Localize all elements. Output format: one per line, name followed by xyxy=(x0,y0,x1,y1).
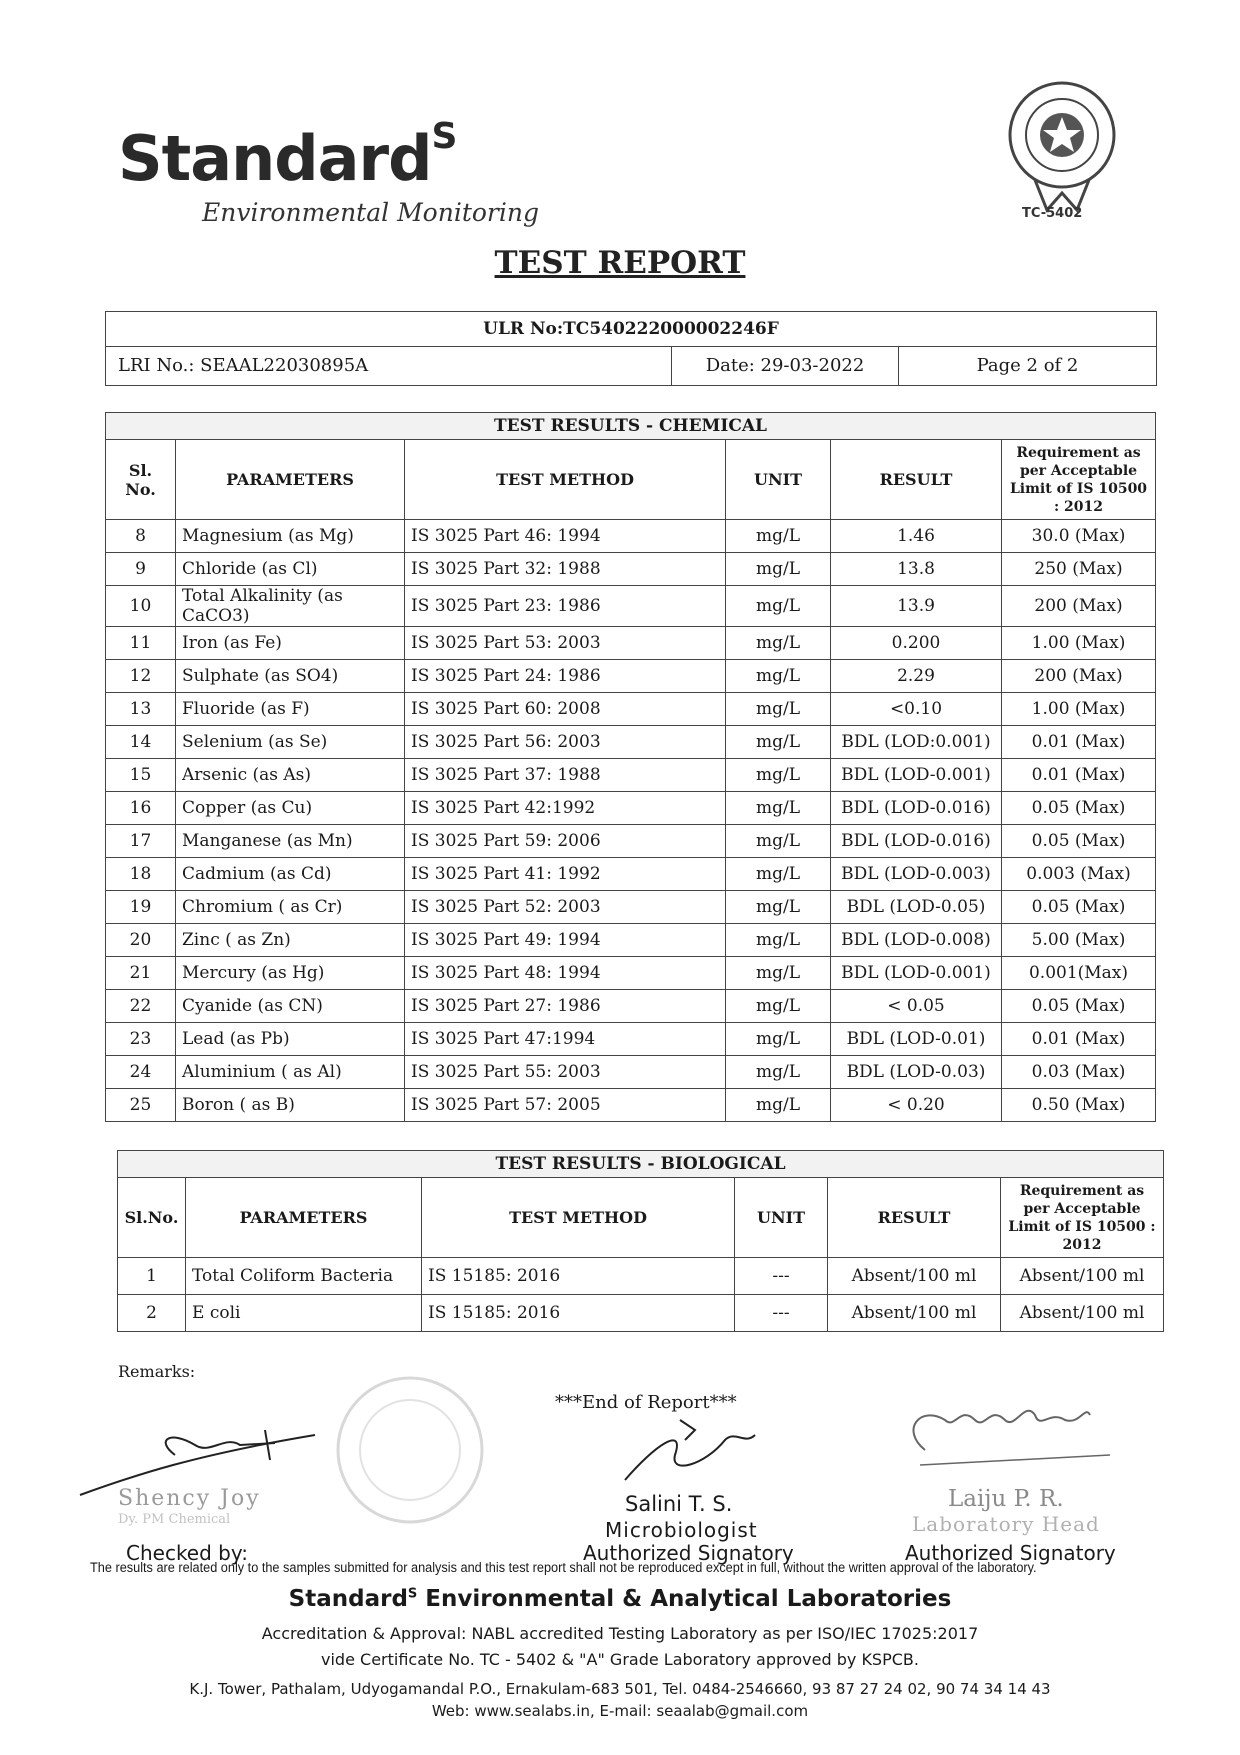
cell-sl: 1 xyxy=(118,1258,186,1295)
table-row xyxy=(118,1258,1164,1295)
cell-parameter: Iron (as Fe) xyxy=(176,627,405,660)
cell-sl: 8 xyxy=(106,520,176,553)
cell-sl: 20 xyxy=(106,924,176,957)
remarks-label: Remarks: xyxy=(118,1362,196,1381)
cell-parameter: Sulphate (as SO4) xyxy=(176,660,405,693)
col-requirement: Requirement as per Acceptable Limit of IS 10500 : 2012 xyxy=(1002,440,1156,520)
report-date: Date: 29-03-2022 xyxy=(672,347,899,385)
table-row xyxy=(106,1023,1156,1056)
table-row xyxy=(106,825,1156,858)
ulr-number: ULR No:TC540222000002246F xyxy=(106,312,1156,347)
cell-result: BDL (LOD-0.03) xyxy=(831,1056,1002,1089)
cell-method: IS 3025 Part 42:1992 xyxy=(405,792,726,825)
table-row xyxy=(106,1056,1156,1089)
cell-unit: mg/L xyxy=(726,924,831,957)
table-row xyxy=(106,891,1156,924)
cell-unit: mg/L xyxy=(726,957,831,990)
cell-result: Absent/100 ml xyxy=(828,1258,1001,1295)
cell-method: IS 3025 Part 52: 2003 xyxy=(405,891,726,924)
cell-limit: 0.05 (Max) xyxy=(1002,990,1156,1023)
cell-sl: 14 xyxy=(106,726,176,759)
cell-sl: 13 xyxy=(106,693,176,726)
col-unit: UNIT xyxy=(726,440,831,520)
cell-sl: 19 xyxy=(106,891,176,924)
cell-parameter: Selenium (as Se) xyxy=(176,726,405,759)
lab-name xyxy=(0,1586,1240,1612)
table-row xyxy=(106,586,1156,627)
lri-number: LRI No.: SEAAL22030895A xyxy=(106,347,672,385)
cell-unit: mg/L xyxy=(726,726,831,759)
cell-method: IS 3025 Part 46: 1994 xyxy=(405,520,726,553)
cell-unit: mg/L xyxy=(726,520,831,553)
cell-limit: 0.05 (Max) xyxy=(1002,891,1156,924)
cell-parameter: Copper (as Cu) xyxy=(176,792,405,825)
cell-method: IS 3025 Part 48: 1994 xyxy=(405,957,726,990)
table-row xyxy=(106,858,1156,891)
table-row xyxy=(118,1295,1164,1332)
cell-limit: 5.00 (Max) xyxy=(1002,924,1156,957)
cell-method: IS 3025 Part 53: 2003 xyxy=(405,627,726,660)
col-requirement: Requirement as per Acceptable Limit of IS 10500 : 2012 xyxy=(1001,1178,1164,1258)
cell-unit: mg/L xyxy=(726,990,831,1023)
cell-method: IS 3025 Part 47:1994 xyxy=(405,1023,726,1056)
cell-limit: 0.01 (Max) xyxy=(1002,726,1156,759)
cell-parameter: Chloride (as Cl) xyxy=(176,553,405,586)
cell-sl: 12 xyxy=(106,660,176,693)
cell-result: BDL (LOD-0.016) xyxy=(831,792,1002,825)
table-row xyxy=(106,693,1156,726)
cell-parameter: Total Coliform Bacteria xyxy=(186,1258,422,1295)
logo-superscript: S xyxy=(431,116,457,157)
cell-unit: mg/L xyxy=(726,891,831,924)
cell-parameter: Mercury (as Hg) xyxy=(176,957,405,990)
col-unit: UNIT xyxy=(735,1178,828,1258)
col-parameters: PARAMETERS xyxy=(176,440,405,520)
cell-limit: 0.50 (Max) xyxy=(1002,1089,1156,1122)
lab-name-main: Standard xyxy=(288,1586,408,1612)
cell-unit: mg/L xyxy=(726,759,831,792)
col-test-method: TEST METHOD xyxy=(405,440,726,520)
cell-parameter: Lead (as Pb) xyxy=(176,1023,405,1056)
cell-sl: 2 xyxy=(118,1295,186,1332)
cell-result: 13.9 xyxy=(831,586,1002,627)
cell-limit: 30.0 (Max) xyxy=(1002,520,1156,553)
cell-result: 1.46 xyxy=(831,520,1002,553)
cell-parameter: Zinc ( as Zn) xyxy=(176,924,405,957)
chemical-section-title: TEST RESULTS - CHEMICAL xyxy=(106,413,1156,440)
cell-limit: 1.00 (Max) xyxy=(1002,693,1156,726)
cell-result: BDL (LOD-0.001) xyxy=(831,759,1002,792)
cell-method: IS 3025 Part 41: 1992 xyxy=(405,858,726,891)
cell-sl: 23 xyxy=(106,1023,176,1056)
cell-unit: mg/L xyxy=(726,553,831,586)
cell-method: IS 3025 Part 27: 1986 xyxy=(405,990,726,1023)
cell-unit: mg/L xyxy=(726,1056,831,1089)
cell-sl: 25 xyxy=(106,1089,176,1122)
address-line: K.J. Tower, Pathalam, Udyogamandal P.O., Ernakulam-683 501, Tel. 0484-2546660, 93 87 27 24 02, 90 74 34 14 43 xyxy=(189,1680,1051,1698)
table-row xyxy=(106,957,1156,990)
cell-result: <0.10 xyxy=(831,693,1002,726)
cell-method: IS 15185: 2016 xyxy=(422,1295,735,1332)
col-result: RESULT xyxy=(828,1178,1001,1258)
cell-parameter: Manganese (as Mn) xyxy=(176,825,405,858)
cell-method: IS 3025 Part 59: 2006 xyxy=(405,825,726,858)
cell-result: BDL (LOD-0.008) xyxy=(831,924,1002,957)
cell-result: 2.29 xyxy=(831,660,1002,693)
accreditation-seal-icon xyxy=(1005,75,1120,225)
authorized-signatory-right: Authorized Signatory xyxy=(905,1541,1116,1565)
cell-sl: 17 xyxy=(106,825,176,858)
cell-parameter: Cyanide (as CN) xyxy=(176,990,405,1023)
table-row xyxy=(106,520,1156,553)
cell-sl: 11 xyxy=(106,627,176,660)
cell-unit: mg/L xyxy=(726,792,831,825)
signatory-left-name: Shency Joy xyxy=(118,1486,261,1511)
table-row xyxy=(106,660,1156,693)
disclaimer: The results are related only to the samples submitted for analysis and this test report shall not be reproduced except in full, without the written approval of the laboratory. xyxy=(90,1560,1037,1575)
accreditation-line: Accreditation & Approval: NABL accredited Testing Laboratory as per ISO/IEC 17025:2017 xyxy=(261,1624,979,1643)
contact-line: Web: www.sealabs.in, E-mail: seaalab@gmail.com xyxy=(431,1702,809,1720)
cell-result: 13.8 xyxy=(831,553,1002,586)
cell-result: BDL (LOD-0.001) xyxy=(831,957,1002,990)
cell-result: BDL (LOD-0.003) xyxy=(831,858,1002,891)
cell-method: IS 3025 Part 56: 2003 xyxy=(405,726,726,759)
company-logo xyxy=(118,116,457,195)
cell-method: IS 3025 Part 49: 1994 xyxy=(405,924,726,957)
col-test-method: TEST METHOD xyxy=(422,1178,735,1258)
report-header-box xyxy=(105,311,1157,386)
authorized-signatory-middle: Authorized Signatory xyxy=(583,1541,794,1565)
lab-stamp-icon xyxy=(330,1370,490,1530)
cell-limit: Absent/100 ml xyxy=(1001,1258,1164,1295)
cell-method: IS 15185: 2016 xyxy=(422,1258,735,1295)
cell-parameter: Aluminium ( as Al) xyxy=(176,1056,405,1089)
cell-limit: 200 (Max) xyxy=(1002,660,1156,693)
cell-sl: 9 xyxy=(106,553,176,586)
cell-unit: mg/L xyxy=(726,1089,831,1122)
cell-limit: Absent/100 ml xyxy=(1001,1295,1164,1332)
cell-sl: 21 xyxy=(106,957,176,990)
cell-sl: 16 xyxy=(106,792,176,825)
cell-sl: 10 xyxy=(106,586,176,627)
cell-limit: 0.01 (Max) xyxy=(1002,759,1156,792)
biological-results-table xyxy=(117,1150,1164,1332)
cell-sl: 18 xyxy=(106,858,176,891)
biological-section-title: TEST RESULTS - BIOLOGICAL xyxy=(118,1151,1164,1178)
cell-method: IS 3025 Part 32: 1988 xyxy=(405,553,726,586)
cell-limit: 0.003 (Max) xyxy=(1002,858,1156,891)
signatory-right-name: Laiju P. R. xyxy=(948,1486,1064,1512)
cell-unit: mg/L xyxy=(726,627,831,660)
cell-parameter: Arsenic (as As) xyxy=(176,759,405,792)
cell-unit: --- xyxy=(735,1258,828,1295)
cell-result: BDL (LOD-0.016) xyxy=(831,825,1002,858)
cell-limit: 200 (Max) xyxy=(1002,586,1156,627)
cell-result: BDL (LOD-0.01) xyxy=(831,1023,1002,1056)
col-parameters: PARAMETERS xyxy=(186,1178,422,1258)
table-row xyxy=(106,726,1156,759)
cell-result: Absent/100 ml xyxy=(828,1295,1001,1332)
cell-limit: 0.03 (Max) xyxy=(1002,1056,1156,1089)
cell-parameter: Magnesium (as Mg) xyxy=(176,520,405,553)
logo-text: Standard xyxy=(118,122,432,195)
cell-parameter: Cadmium (as Cd) xyxy=(176,858,405,891)
cell-limit: 0.01 (Max) xyxy=(1002,1023,1156,1056)
cell-method: IS 3025 Part 24: 1986 xyxy=(405,660,726,693)
cell-method: IS 3025 Part 60: 2008 xyxy=(405,693,726,726)
signatory-middle-name: Salini T. S. xyxy=(625,1492,733,1516)
cell-sl: 15 xyxy=(106,759,176,792)
cell-result: BDL (LOD-0.05) xyxy=(831,891,1002,924)
cell-parameter: E coli xyxy=(186,1295,422,1332)
signatory-middle-role: Microbiologist xyxy=(605,1518,758,1542)
cell-parameter: Total Alkalinity (as CaCO3) xyxy=(176,586,405,627)
checked-by-label: Checked by: xyxy=(126,1541,248,1565)
signature-right-icon xyxy=(890,1390,1110,1490)
table-row xyxy=(106,759,1156,792)
signatory-right-role: Laboratory Head xyxy=(912,1512,1100,1536)
cell-unit: mg/L xyxy=(726,693,831,726)
signatory-left-role: Dy. PM Chemical xyxy=(118,1512,231,1527)
signature-middle-icon xyxy=(615,1405,765,1495)
cell-parameter: Fluoride (as F) xyxy=(176,693,405,726)
cell-unit: mg/L xyxy=(726,1023,831,1056)
lab-name-rest: Environmental & Analytical Laboratories xyxy=(417,1586,952,1612)
page-number: Page 2 of 2 xyxy=(976,355,1079,376)
cell-unit: mg/L xyxy=(726,586,831,627)
cell-limit: 0.001(Max) xyxy=(1002,957,1156,990)
seal-label: TC-5402 xyxy=(1022,206,1083,221)
cell-limit: 1.00 (Max) xyxy=(1002,627,1156,660)
cell-parameter: Boron ( as B) xyxy=(176,1089,405,1122)
chemical-results-table xyxy=(105,412,1156,1122)
cell-result: BDL (LOD:0.001) xyxy=(831,726,1002,759)
cell-method: IS 3025 Part 57: 2005 xyxy=(405,1089,726,1122)
col-result: RESULT xyxy=(831,440,1002,520)
cell-parameter: Chromium ( as Cr) xyxy=(176,891,405,924)
table-row xyxy=(106,924,1156,957)
table-row xyxy=(106,1089,1156,1122)
cell-unit: mg/L xyxy=(726,858,831,891)
cell-limit: 250 (Max) xyxy=(1002,553,1156,586)
cell-method: IS 3025 Part 37: 1988 xyxy=(405,759,726,792)
cell-limit: 0.05 (Max) xyxy=(1002,825,1156,858)
cell-sl: 24 xyxy=(106,1056,176,1089)
cell-unit: mg/L xyxy=(726,660,831,693)
cell-method: IS 3025 Part 55: 2003 xyxy=(405,1056,726,1089)
cell-result: 0.200 xyxy=(831,627,1002,660)
col-sl-no: Sl. No. xyxy=(106,440,176,520)
logo-tagline: Environmental Monitoring xyxy=(202,198,539,227)
cell-sl: 22 xyxy=(106,990,176,1023)
cell-result: < 0.20 xyxy=(831,1089,1002,1122)
table-row xyxy=(106,990,1156,1023)
certificate-line: vide Certificate No. TC - 5402 & "A" Grade Laboratory approved by KSPCB. xyxy=(321,1650,919,1669)
table-row xyxy=(106,627,1156,660)
table-row xyxy=(106,553,1156,586)
end-of-report: ***End of Report*** xyxy=(555,1392,737,1413)
cell-method: IS 3025 Part 23: 1986 xyxy=(405,586,726,627)
cell-unit: --- xyxy=(735,1295,828,1332)
col-sl-no: Sl.No. xyxy=(118,1178,186,1258)
report-title: TEST REPORT xyxy=(494,245,746,281)
table-row xyxy=(106,792,1156,825)
cell-result: < 0.05 xyxy=(831,990,1002,1023)
cell-unit: mg/L xyxy=(726,825,831,858)
cell-limit: 0.05 (Max) xyxy=(1002,792,1156,825)
lab-name-sup: S xyxy=(407,1586,418,1602)
